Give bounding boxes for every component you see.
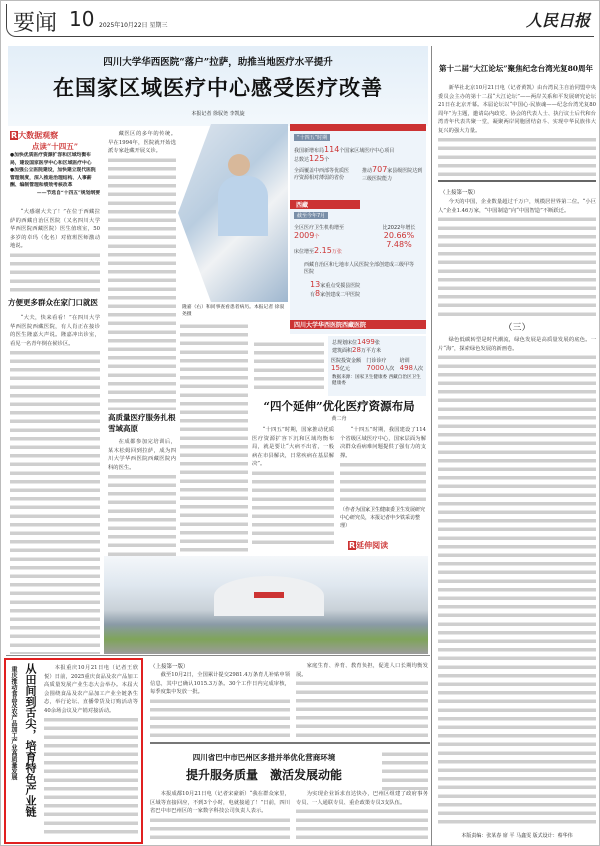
region-label: 西藏 [290, 200, 360, 209]
commentary-note: （作者为国家卫生健康委卫生发展研究中心研究员，本报记者申少铁采访整理） [340, 507, 426, 529]
infographic-hospital [328, 336, 426, 396]
boxed-title: 从田间到舌尖，培育特色产业链 [24, 663, 37, 817]
masthead [6, 4, 594, 37]
stat-label: 医院投资金额 [331, 358, 362, 364]
stat-unit: 人次 [384, 366, 395, 372]
column-rule [431, 46, 432, 846]
stat-label: 推动 [362, 168, 373, 174]
r-badge: R [11, 131, 18, 140]
bottom-cont-text: 家庭生育、养育、教育负担，促进人口长期均衡发展。 [296, 662, 428, 739]
stat-label: 个 [324, 157, 330, 163]
growth-label: 比2022年增长 [382, 225, 416, 231]
stat-value: 28 [352, 346, 361, 354]
bottom-article-text: 为实现企业诉求直达快办，巴州区组建了政府事务专员、一人通联专员、重企政策专员3支队伍。 [296, 790, 428, 844]
asof-label: 截至今年7月 [294, 212, 328, 219]
lead-kicker: 四川大学华西医院“落户”拉萨，助推当地医疗水平提升 [103, 57, 333, 68]
stat-value: 15 [331, 364, 340, 372]
stat-label: 有 [310, 292, 316, 298]
stat-label: 总规划床位 [332, 340, 358, 346]
hospital-sign [254, 592, 284, 598]
stat-value: 1499 [357, 338, 375, 346]
page-number: 10 [69, 7, 95, 31]
stat-label: 我国新增布局 [294, 148, 325, 154]
commentary-byline: 黄二舟 [331, 416, 347, 422]
stat-label: 家重点受援县医院 [320, 283, 361, 289]
coverage-note: 全面覆盖中西部等优质医疗资源相对薄弱的省份 [294, 168, 350, 181]
stat-value: 2.15 [314, 246, 332, 255]
section2-text: 在成都参加完培训后，某木松姆回到拉萨，成为四川大学华西医院西藏医院内科的医生。 [108, 438, 176, 556]
bottom-title: 提升服务质量 激活发展动能 [185, 768, 342, 782]
right-title: 第十二届“大江论坛”聚焦纪念台湾光复80周年 [438, 64, 594, 73]
stat-value: 125 [309, 154, 325, 163]
growth-value: 20.66% [383, 231, 415, 240]
part-heading: （三） [503, 323, 531, 333]
boxed-text: 本报重庆10月21日电（记者王欣悦）日前，2025重庆食品及农产品加工高质量发展产业生态大会举办。本届大会围绕食品及农产品加工产业全链条生态，举行论坛、直播带货及订购活动等40余场会议及产销对接活动。 [44, 664, 138, 838]
sidebar-bullet: ●加快优质医疗资源扩容和区域均衡布局，建设国家医学中心和区域医疗中心 [10, 152, 92, 166]
stat-value: 8 [315, 289, 321, 298]
stat-value: 707 [372, 165, 388, 174]
stat-label: 家创建成二甲医院 [320, 292, 361, 298]
stat-label: 床位增至 [294, 249, 315, 255]
stat-label: 总数达 [294, 157, 310, 163]
bottom-side-text [382, 750, 428, 790]
commentary-text: “十四五”时期，我国建设了114个省级区域医疗中心，国家层面为解决群众看病难问题提供了强有力的支撑。 [340, 426, 426, 504]
sidebar-source: ——节选自“十四五”规划纲要 [36, 189, 100, 196]
stat-label: 建筑面积 [332, 348, 353, 354]
photo-caption: 隆嘉（右）和同事查看患者病历。本报记者 徐驭尧摄 [182, 305, 285, 317]
doctor-figure [218, 176, 268, 236]
lead-byline: 本报记者 徐驭尧 李凯旋 [191, 111, 245, 117]
stat-label: 家县级医院达到三级医院能力 [362, 168, 423, 182]
stat-unit: 万张 [331, 249, 342, 255]
bottom-cont-text: 截至10月2日，全国累计提交2981.4万条育儿补贴申领信息，其中已确认1015.3万条。30个工作日内完成审核，每季度集中发放一批。 [150, 671, 290, 739]
stat-value: 114 [324, 145, 340, 154]
highlighted-article [4, 658, 143, 844]
lead-col4-text [254, 340, 324, 392]
r-badge: R [349, 541, 356, 550]
lead-title: 在国家区域医疗中心感受医疗改善 [53, 76, 383, 100]
right-part-text: 绿色低碳转型是时代潮流，绿色发展是高质量发展的底色。一片“海”，探索绿色发展的新画卷。 [438, 336, 596, 826]
infographic-bar [290, 124, 426, 131]
stat-unit: 个 [314, 234, 320, 240]
section-name: 要闻 [13, 11, 58, 36]
stat-value: 7000 [366, 364, 385, 372]
growth-value: 7.48% [386, 240, 412, 249]
continued-label: （上接第一版） [440, 190, 479, 196]
stat-unit: 万平方米 [360, 348, 381, 354]
lead-col3-text [180, 322, 248, 556]
sidebar-title: 大数据观察 [18, 131, 59, 140]
big-data-sidebar [10, 130, 100, 204]
issue-date: 2025年10月22日 星期三 [99, 22, 168, 29]
period-label: “十四五”时期 [294, 134, 330, 141]
stat-value: 498 [399, 364, 413, 372]
newspaper-logo: 人民日报 [525, 11, 590, 30]
sidebar-subtitle: 点读“十四五” [31, 142, 79, 151]
doctors-photo [178, 124, 288, 302]
lead-header-band [8, 46, 428, 126]
lead-col2-text: 藏医区的多年的传统。早在1994年，医院就开始选派专家赴藏开展义诊。 [108, 130, 176, 410]
stat-label: 全区医疗卫生机构增至 [294, 225, 345, 231]
bottom-kicker: 四川省巴中市巴州区多措并举优化营商环境 [192, 753, 336, 762]
divider [150, 742, 430, 744]
commentary-text: “十四五”时期，国家推动优质医疗资源扩容下沉和区域均衡布局，就是要让“大病不出省，一般病在市县解决，日常疾病在基层解决”。 [252, 426, 334, 544]
right-article-text: 新华社北京10月21日电（记者黄凯）由台湾民主自治同盟中央委员会主办的第十二届“大江论坛”——两岸关系和平发展研究论坛21日在北京开幕。本届论坛以“中国心·民族魂——纪念台湾光复80周年”为主题，邀请岛内政党、协会的代表人士、执行议士后代和台湾青年代表共聚一堂，凝聚两岸同胞团结奋斗、实现中华民族伟大复兴的强大力量。 [438, 84, 596, 176]
stat-unit: 亿元 [339, 366, 350, 372]
stat-label: 个国家区域医疗中心项目 [339, 148, 395, 154]
stat-value: 2009 [294, 231, 315, 240]
boxed-subtitle: 重庆推动食品及农产品加工产业高质量发展 [10, 666, 17, 780]
stat-value: 13 [310, 280, 321, 289]
right-cont-text: 今天的中国，企业数量超过千万户，规模居世界第二位。“小巨人”企业1.46万家，“中国制造”向“中国智造”不断跃迁。 [438, 198, 596, 318]
divider [6, 655, 430, 656]
stat-unit: 人次 [412, 366, 423, 372]
hospital-note: 西藏自治区和七地市人民医院全部创建成三级甲等医院 [304, 262, 415, 275]
hospital-photo [104, 556, 428, 654]
data-source: 数据来源：国家卫生健康委 西藏自治区卫生健康委 [332, 375, 421, 386]
stat-label: 门诊诊疗 [366, 358, 387, 364]
divider [438, 180, 596, 182]
doctor-figure [228, 154, 250, 176]
bottom-article-text: 本报成都10月21日电（记者宋豪新）“我在群众家里，区域等直接回应，不到3个小时，电就接通了！”日前，四川省巴中市巴州区的一家数字科技公司负责人表示。 [150, 790, 290, 844]
section2-heading: 高质量医疗服务扎根雪域高原 [108, 413, 176, 433]
extended-reading-text: 延伸阅读 [356, 541, 389, 550]
commentary-title: “四个延伸”优化医疗资源布局 [263, 399, 415, 413]
section1-text: “大夫，快来看看！”在四川大学华西医院西藏医院，有人肖正在接诊的医生隆嘉大声说。隆嘉冲出诊室，看见一名青年倒在候诊区。 [10, 314, 100, 654]
stat-unit: 张 [374, 340, 380, 346]
sidebar-bullet: ●加强公立医院建设，加快建立现代医院管理制度，深入推进治理结构、人事薪酬、编制管理和绩效考核改革 [10, 167, 96, 188]
extended-reading-label [348, 540, 388, 551]
lead-intro-text: “大感谢大夫了！”在位于西藏拉萨的西藏自治区医院（又名四川大学华西医院西藏医院）医生值班室，50多岁的卓玛（化名）对值班医师激动地说。 [10, 208, 100, 294]
infographic [290, 124, 426, 334]
hospital-label: 四川大学华西医院西藏医院 [290, 320, 426, 329]
continued-label: （上接第一版） [150, 664, 189, 670]
section1-heading: 方便更多群众在家门口就医 [8, 298, 98, 307]
stat-label: 培训 [399, 358, 410, 364]
page-editors: 本版责编：张某春 席 平 马鑫雯 版式设计：蔡华伟 [461, 833, 573, 839]
